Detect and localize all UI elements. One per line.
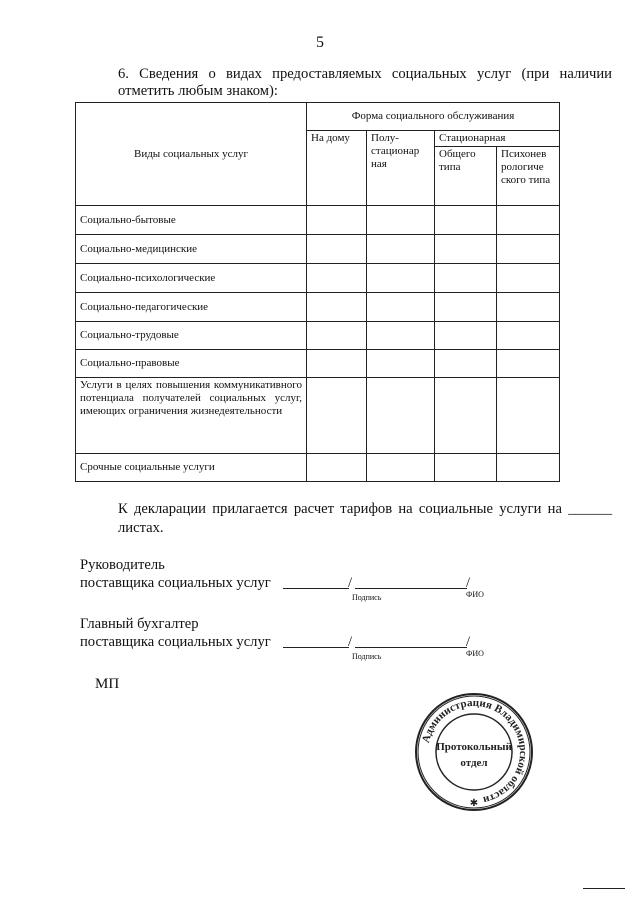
mark-cell[interactable]	[307, 206, 367, 235]
mark-cell[interactable]	[435, 206, 497, 235]
row-label: Социально-педагогические	[76, 293, 307, 322]
signature-caption: Подпись	[352, 652, 382, 661]
mark-cell[interactable]	[435, 235, 497, 264]
row-label: Социально-психологические	[76, 264, 307, 293]
mark-cell[interactable]	[307, 454, 367, 482]
table-row	[76, 235, 560, 264]
row-label: Услуги в целях повышения коммуникативного потенциала получателей социальных услуг, имеющих ограничения жизнедеятельности	[76, 378, 307, 454]
row-label: Срочные социальные услуги	[76, 454, 307, 482]
services-table	[75, 102, 560, 482]
mark-cell[interactable]	[367, 293, 435, 322]
row-label: Социально-медицинские	[76, 235, 307, 264]
signature-line[interactable]	[283, 588, 349, 589]
mark-cell[interactable]	[367, 454, 435, 482]
header-psycho-neuro: Психонев рологиче ского типа	[497, 147, 560, 206]
header-stationary: Стационарная	[435, 131, 560, 147]
table-row	[76, 206, 560, 235]
mark-cell[interactable]	[367, 235, 435, 264]
table-row	[76, 264, 560, 293]
mark-cell[interactable]	[307, 322, 367, 350]
mark-cell[interactable]	[497, 378, 560, 454]
mark-cell[interactable]	[435, 350, 497, 378]
mark-cell[interactable]	[435, 378, 497, 454]
mark-cell[interactable]	[497, 206, 560, 235]
mark-cell[interactable]	[497, 264, 560, 293]
mark-cell[interactable]	[435, 293, 497, 322]
name-caption: ФИО	[466, 590, 484, 599]
table-row	[76, 378, 560, 454]
signature-line[interactable]	[283, 647, 349, 648]
section-heading	[118, 66, 612, 100]
mark-cell[interactable]	[497, 293, 560, 322]
attachment-note: К декларации прилагается расчет тарифов на социальные услуги на ______ листах.	[118, 501, 612, 536]
name-caption: ФИО	[466, 649, 484, 658]
page-number: 5	[316, 34, 324, 51]
header-semi-stationary: Полу-стационар ная	[367, 131, 435, 206]
mark-cell[interactable]	[307, 350, 367, 378]
table-row	[76, 350, 560, 378]
signature-subtitle: поставщика социальных услуг	[80, 634, 271, 650]
seal-label: МП	[95, 676, 120, 692]
section-heading-line1: 6. Сведения о видах предоставляемых социальных услуг (при наличии	[118, 66, 612, 82]
header-service-form: Форма социального обслуживания	[307, 103, 560, 131]
signature-block-director: Руководитель поставщика социальных услуг / / Подпись ФИО	[80, 556, 500, 592]
mark-cell[interactable]	[307, 293, 367, 322]
signature-title: Руководитель	[80, 557, 165, 573]
header-service-types: Виды социальных услуг	[76, 103, 307, 206]
mark-cell[interactable]	[367, 206, 435, 235]
mark-cell[interactable]	[497, 350, 560, 378]
mark-cell[interactable]	[307, 264, 367, 293]
header-at-home: На дому	[307, 131, 367, 206]
table-row	[76, 322, 560, 350]
mark-cell[interactable]	[497, 322, 560, 350]
row-label: Социально-бытовые	[76, 206, 307, 235]
official-stamp	[408, 690, 540, 814]
table-row	[76, 454, 560, 482]
signature-subtitle: поставщика социальных услуг	[80, 575, 271, 591]
row-label: Социально-правовые	[76, 350, 307, 378]
mark-cell[interactable]	[435, 264, 497, 293]
mark-cell[interactable]	[367, 350, 435, 378]
signature-title: Главный бухгалтер	[80, 616, 199, 632]
mark-cell[interactable]	[435, 322, 497, 350]
header-general-type: Общего типа	[435, 147, 497, 206]
mark-cell[interactable]	[367, 264, 435, 293]
table-row	[76, 293, 560, 322]
mark-cell[interactable]	[307, 235, 367, 264]
mark-cell[interactable]	[435, 454, 497, 482]
signature-caption: Подпись	[352, 593, 382, 602]
footer-divider	[583, 888, 625, 889]
mark-cell[interactable]	[497, 454, 560, 482]
svg-text:✱: ✱	[469, 798, 479, 809]
row-label: Социально-трудовые	[76, 322, 307, 350]
mark-cell[interactable]	[367, 322, 435, 350]
stamp-center-line2: отдел	[460, 757, 488, 769]
stamp-center-line1: Протокольный	[436, 741, 512, 753]
signature-block-accountant: Главный бухгалтер поставщика социальных услуг / / Подпись ФИО	[80, 615, 500, 651]
stamp-ring-text: Администрация Владимирской области	[419, 696, 530, 807]
section-heading-line2: отметить любым знаком):	[118, 83, 278, 99]
mark-cell[interactable]	[367, 378, 435, 454]
mark-cell[interactable]	[497, 235, 560, 264]
mark-cell[interactable]	[307, 378, 367, 454]
